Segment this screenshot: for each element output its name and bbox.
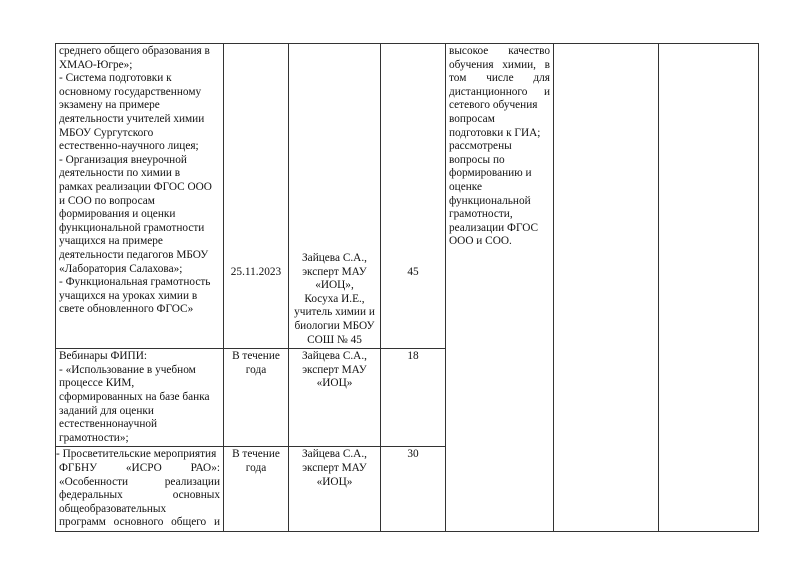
text-line: Зайцева С.А.,: [302, 350, 367, 363]
text-line: Зайцева С.А.,: [302, 252, 367, 264]
text-line: естественно-научного лицея;: [59, 140, 199, 153]
text-line: ХМАО-Югре»;: [59, 58, 133, 71]
text-line: функциональной: [449, 194, 531, 207]
text-line: «ИОЦ»,: [315, 279, 354, 292]
event-cell: [56, 447, 224, 532]
text-line: свете обновленного ФГОС»: [59, 303, 194, 316]
events-table: [55, 43, 759, 532]
text-line: грамотности,: [449, 208, 513, 221]
text-line: вопросам: [449, 112, 495, 125]
text-line: Косуха И.Е.,: [304, 292, 365, 305]
text-line: подготовки к ГИА;: [449, 126, 541, 139]
text-line: деятельности педагогов МБОУ: [59, 248, 209, 261]
text-line: сетевого обучения: [449, 99, 538, 112]
empty-cell: [659, 44, 759, 532]
text-line: дистанционного и: [449, 85, 550, 98]
text-line: «Лаборатория Салахова»;: [59, 262, 183, 275]
text-line: Зайцева С.А.,: [302, 448, 367, 461]
participants-count: 45: [407, 266, 419, 278]
text-line: вопросы по: [449, 153, 505, 166]
text-line: В течение: [232, 350, 280, 363]
text-line: оценке: [449, 180, 482, 193]
text-line: общеобразовательных: [59, 502, 167, 515]
date-cell: [224, 447, 289, 532]
text-line: эксперт МАУ: [302, 363, 367, 376]
participants-count-cell: [381, 447, 446, 532]
text-line: Вебинары ФИПИ:: [59, 350, 148, 363]
participants-count-cell: [381, 44, 446, 349]
text-line: В течение: [232, 448, 280, 461]
text-line: «ИОЦ»: [316, 475, 353, 488]
text-line: ФГБНУ «ИСРО РАО»:: [59, 461, 220, 474]
result-cell: [446, 44, 554, 532]
event-cell: [56, 44, 224, 349]
text-line: деятельности по химии в: [59, 167, 181, 180]
empty-cell: [554, 44, 659, 532]
text-line: - Функциональная грамотность: [59, 276, 211, 289]
text-line: учащихся на примере: [59, 235, 163, 248]
text-line: обучения химии, в: [449, 58, 550, 71]
date-cell: [224, 349, 289, 447]
text-line: - «Использование в учебном: [59, 363, 196, 376]
participants-count: 18: [407, 350, 419, 363]
text-line: эксперт МАУ: [302, 461, 367, 474]
text-line: рамках реализации ФГОС ООО: [59, 180, 212, 193]
responsible-cell: [289, 44, 381, 349]
text-line: - Просветительские мероприятия: [56, 448, 217, 461]
text-line: сформированных на базе банка: [59, 390, 210, 403]
text-line: формирования и оценки: [59, 208, 176, 221]
text-line: МБОУ Сургутского: [59, 126, 154, 139]
text-line: федеральных основных: [59, 489, 220, 502]
text-line: программ основного общего и: [59, 516, 220, 529]
text-line: 25.11.2023: [230, 266, 282, 278]
text-line: заданий для оценки: [59, 404, 154, 417]
text-line: биологии МБОУ: [294, 319, 375, 332]
event-cell: [56, 349, 224, 447]
text-line: - Организация внеурочной: [59, 153, 187, 166]
text-line: учитель химии и: [294, 306, 375, 319]
text-line: эксперт МАУ: [302, 265, 367, 278]
date-cell: [224, 44, 289, 349]
text-line: реализации ФГОС: [449, 221, 539, 234]
text-line: и СОО по вопросам: [59, 194, 155, 207]
text-line: функциональной грамотности: [59, 221, 205, 234]
text-line: основному государственному: [59, 85, 202, 98]
participants-count: 30: [407, 448, 419, 461]
responsible-cell: [289, 349, 381, 447]
participants-count-cell: [381, 349, 446, 447]
text-line: - Система подготовки к: [59, 72, 172, 85]
text-line: учащихся на уроках химии в: [59, 289, 198, 302]
text-line: ООО и СОО.: [449, 235, 512, 248]
text-line: рассмотрены: [449, 140, 512, 153]
text-line: высокое качество: [449, 45, 550, 57]
text-line: среднего общего образования в: [59, 45, 210, 57]
text-line: года: [245, 461, 267, 474]
text-line: том числе для: [449, 72, 550, 85]
text-line: экзамену на примере: [59, 99, 160, 112]
text-line: деятельности учителей химии: [59, 112, 205, 125]
table-row: [56, 44, 759, 349]
text-line: естественнонаучной: [59, 418, 158, 431]
text-line: «ИОЦ»: [316, 377, 353, 390]
text-line: СОШ № 45: [307, 333, 362, 346]
text-line: года: [245, 363, 267, 376]
responsible-cell: [289, 447, 381, 532]
text-line: процессе КИМ,: [59, 377, 135, 390]
text-line: «Особенности реализации: [59, 475, 220, 488]
text-line: грамотности»;: [59, 431, 129, 444]
text-line: формированию и: [449, 167, 532, 180]
